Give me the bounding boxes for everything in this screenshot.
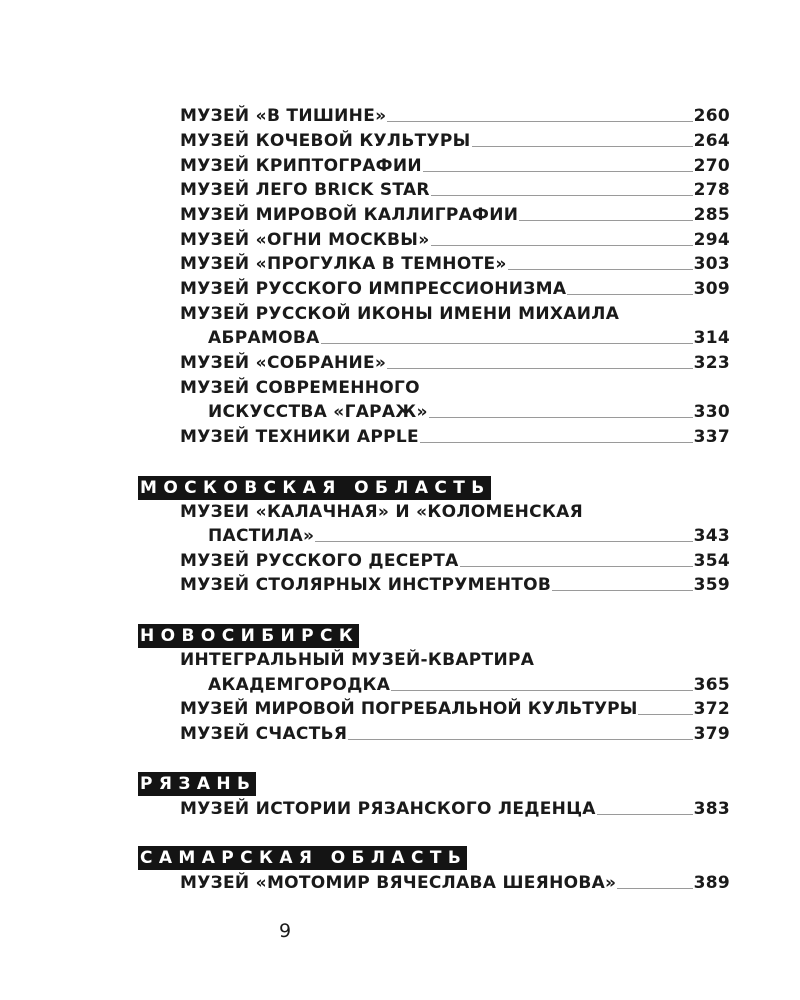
toc-entry-title-line1[interactable]: МУЗЕИ «КАЛАЧНАЯ» И «КОЛОМЕНСКАЯ (180, 502, 584, 522)
toc-entry-title-line1[interactable]: ИНТЕГРАЛЬНЫЙ МУЗЕЙ-КВАРТИРА (180, 650, 535, 670)
toc-entry-page: 354 (693, 551, 730, 571)
toc-entry-title: МУЗЕЙ «ОГНИ МОСКВЫ» (180, 230, 430, 250)
section-heading: НОВОСИБИРСК (140, 626, 360, 646)
toc-entry[interactable] (180, 797, 730, 821)
toc-entry[interactable] (180, 549, 730, 573)
toc-entry-title-line2: ПАСТИЛА» (208, 526, 315, 546)
dot-leader (423, 157, 693, 172)
toc-entry-page: 330 (693, 402, 730, 422)
dot-leader (391, 676, 692, 691)
toc-entry-title-line2: АКАДЕМГОРОДКА (208, 675, 391, 695)
dot-leader (429, 403, 693, 418)
toc-entry-page: 359 (693, 575, 730, 595)
toc-entry[interactable] (180, 154, 730, 178)
toc-entry[interactable] (180, 871, 730, 895)
toc-entry-title: МУЗЕЙ КРИПТОГРАФИИ (180, 156, 422, 176)
toc-entry[interactable] (180, 104, 730, 128)
toc-entry[interactable] (180, 400, 730, 424)
toc-entry[interactable] (180, 351, 730, 375)
dot-leader (519, 206, 692, 221)
toc-entry-page: 383 (693, 799, 730, 819)
section-heading: РЯЗАНЬ (140, 774, 257, 794)
toc-entry-title: МУЗЕЙ «ПРОГУЛКА В ТЕМНОТЕ» (180, 254, 507, 274)
dot-leader (321, 329, 693, 344)
toc-entry-title: МУЗЕЙ СТОЛЯРНЫХ ИНСТРУМЕНТОВ (180, 575, 552, 595)
toc-entry-page: 365 (693, 675, 730, 695)
toc-entry-title-line1[interactable]: МУЗЕЙ РУССКОЙ ИКОНЫ ИМЕНИ МИХАИЛА (180, 304, 620, 324)
dot-leader (638, 700, 692, 715)
toc-entry-page: 309 (693, 279, 730, 299)
dot-leader (431, 181, 693, 196)
toc-entry[interactable] (180, 252, 730, 276)
toc-entry-page: 260 (693, 106, 730, 126)
toc-entry[interactable] (180, 697, 730, 721)
page-number: 9 (278, 920, 292, 942)
toc-entry-page: 379 (693, 724, 730, 744)
dot-leader (348, 725, 692, 740)
dot-leader (460, 552, 693, 567)
toc-entry[interactable] (180, 425, 730, 449)
section-heading: МОСКОВСКАЯ ОБЛАСТЬ (140, 478, 491, 498)
dot-leader (597, 800, 693, 815)
dot-leader (567, 280, 692, 295)
toc-entry[interactable] (180, 673, 730, 697)
toc-entry[interactable] (180, 326, 730, 350)
toc-entry[interactable] (180, 722, 730, 746)
toc-entry[interactable] (180, 573, 730, 597)
toc-entry-page: 264 (693, 131, 730, 151)
toc-entry-title: МУЗЕЙ СЧАСТЬЯ (180, 724, 348, 744)
toc-entry-title: МУЗЕЙ ИСТОРИИ РЯЗАНСКОГО ЛЕДЕНЦА (180, 799, 596, 819)
dot-leader (420, 428, 693, 443)
dot-leader (552, 576, 692, 591)
dot-leader (315, 527, 692, 542)
toc-entry[interactable] (180, 277, 730, 301)
toc-entry-title-line2: АБРАМОВА (208, 328, 320, 348)
dot-leader (508, 255, 693, 270)
dot-leader (387, 354, 692, 369)
toc-entry-page: 285 (693, 205, 730, 225)
toc-entry-page: 389 (693, 873, 730, 893)
toc-entry-page: 278 (693, 180, 730, 200)
toc-entry-page: 270 (693, 156, 730, 176)
toc-entry-title: МУЗЕЙ КОЧЕВОЙ КУЛЬТУРЫ (180, 131, 471, 151)
toc-entry-title: МУЗЕЙ МИРОВОЙ КАЛЛИГРАФИИ (180, 205, 519, 225)
toc-entry-page: 294 (693, 230, 730, 250)
toc-entry-page: 323 (693, 353, 730, 373)
toc-entry-page: 343 (693, 526, 730, 546)
toc-entry-title: МУЗЕЙ МИРОВОЙ ПОГРЕБАЛЬНОЙ КУЛЬТУРЫ (180, 699, 638, 719)
toc-entry-title: МУЗЕЙ РУССКОГО ИМПРЕССИОНИЗМА (180, 279, 567, 299)
toc-entry[interactable] (180, 203, 730, 227)
toc-entry-page: 337 (693, 427, 730, 447)
toc-entry[interactable] (180, 178, 730, 202)
toc-entry-page: 303 (693, 254, 730, 274)
toc-entry-title: МУЗЕЙ РУССКОГО ДЕСЕРТА (180, 551, 459, 571)
toc-entry-page: 372 (693, 699, 730, 719)
toc-entry-title: МУЗЕЙ «МОТОМИР ВЯЧЕСЛАВА ШЕЯНОВА» (180, 873, 617, 893)
dot-leader (617, 874, 692, 889)
toc-entry-title-line1[interactable]: МУЗЕЙ СОВРЕМЕННОГО (180, 378, 420, 398)
toc-entry-title: МУЗЕЙ «СОБРАНИЕ» (180, 353, 387, 373)
dot-leader (387, 107, 692, 122)
toc-entry-title-line2: ИСКУССТВА «ГАРАЖ» (208, 402, 428, 422)
dot-leader (431, 231, 693, 246)
toc-entry-title: МУЗЕЙ ЛЕГО BRICK STAR (180, 180, 430, 200)
section-heading: САМАРСКАЯ ОБЛАСТЬ (140, 848, 468, 868)
toc-entry-title: МУЗЕЙ «В ТИШИНЕ» (180, 106, 387, 126)
toc-entry[interactable] (180, 129, 730, 153)
toc-entry[interactable] (180, 524, 730, 548)
toc-entry-page: 314 (693, 328, 730, 348)
toc-entry[interactable] (180, 228, 730, 252)
toc-entry-title: МУЗЕЙ ТЕХНИКИ APPLE (180, 427, 419, 447)
dot-leader (472, 132, 693, 147)
